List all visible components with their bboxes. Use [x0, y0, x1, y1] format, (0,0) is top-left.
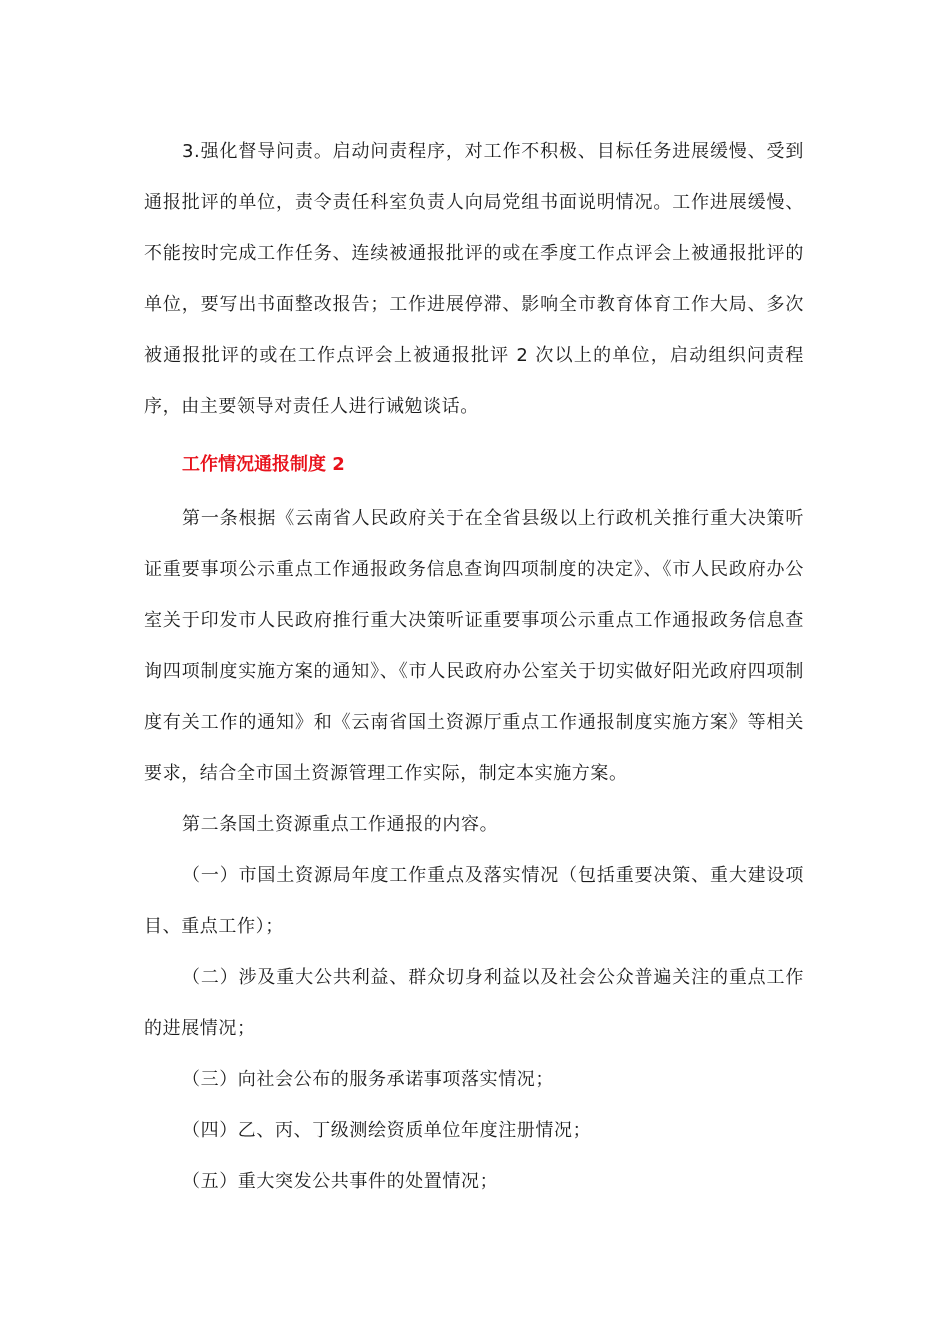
list-item-3: （三）向社会公布的服务承诺事项落实情况；: [182, 1069, 554, 1090]
document-body: [144, 126, 804, 1207]
list-item-4: （四）乙、丙、丁级测绘资质单位年度注册情况；: [182, 1120, 592, 1141]
list-item-5: （五）重大突发公共事件的处置情况；: [182, 1171, 499, 1192]
paragraph-accountability: 3.强化督导问责。启动问责程序，对工作不积极、目标任务进展缓慢、受到通报批评的单位，责令责任科室负责人向局党组书面说明情况。工作进展缓慢、不能按时完成工作任务、连续被通报批评的或在季度工作点评会上被通报批评的单位，要写出书面整改报告；工作进展停滞、影响全市教育体育工作大局、多次被通报批评的或在工作点评会上被通报批评 2 次以上的单位，启动组织问责程序，由主要领导对责任人进行诫勉谈话。: [144, 141, 804, 417]
article-2-paragraph: 第二条国土资源重点工作通报的内容。: [182, 814, 499, 835]
article-1-paragraph: 第一条根据《云南省人民政府关于在全省县级以上行政机关推行重大决策听证重要事项公示重点工作通报政务信息查询四项制度的决定》、《市人民政府办公室关于印发市人民政府推行重大决策听证重要事项公示重点工作通报政务信息查询四项制度实施方案的通知》、《市人民政府办公室关于切实做好阳光政府四项制度有关工作的通知》和《云南省国土资源厅重点工作通报制度实施方案》等相关要求，结合全市国土资源管理工作实际，制定本实施方案。: [144, 508, 804, 784]
list-item-2: （二）涉及重大公共利益、群众切身利益以及社会公众普遍关注的重点工作的进展情况；: [144, 967, 804, 1039]
list-item-1: （一）市国土资源局年度工作重点及落实情况（包括重要决策、重大建设项目、重点工作）；: [144, 865, 804, 937]
section-heading: 工作情况通报制度 2: [182, 454, 345, 475]
